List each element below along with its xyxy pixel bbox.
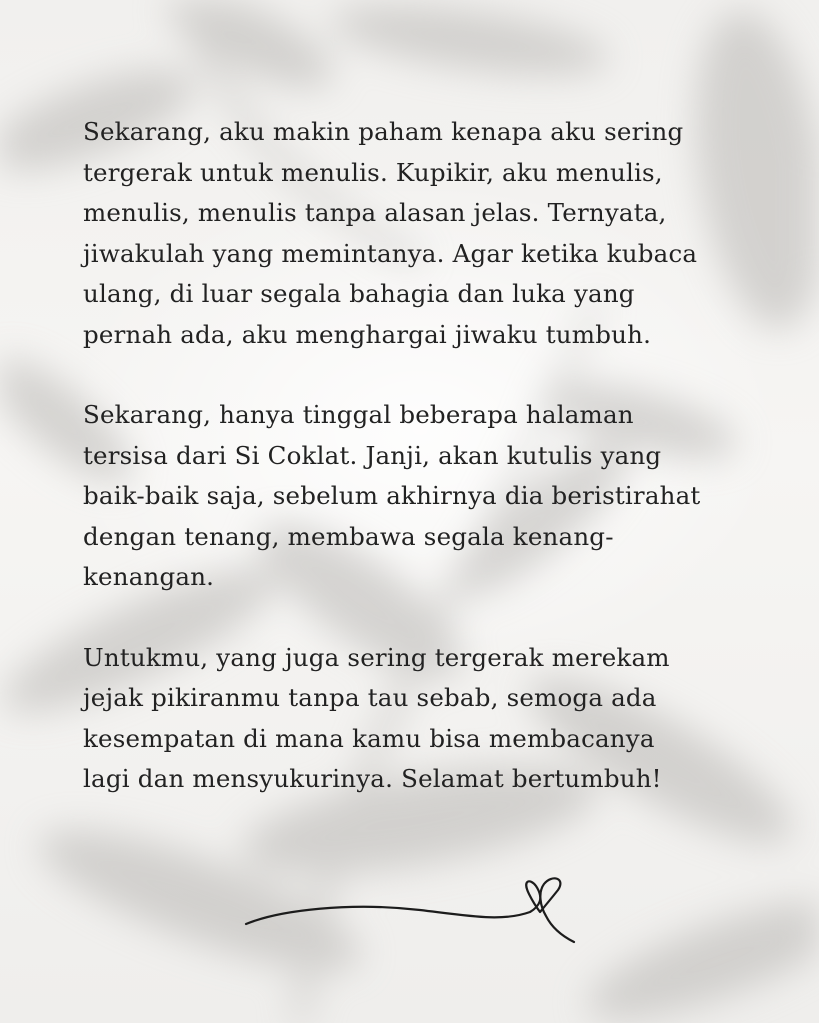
paragraph-1: Sekarang, aku makin paham kenapa aku sering tergerak untuk menulis. Kupikir, aku menulis, menulis, menulis tanpa alasan jelas. Ternyata, jiwakulah yang memintanya. Agar ketika kubaca ulang, di luar segala bahagia dan luka yang pernah ada, aku menghargai jiwaku tumbuh. <box>83 117 698 349</box>
body-text <box>83 112 763 800</box>
paragraph-3: Untukmu, yang juga sering tergerak merekam jejak pikiranmu tanpa tau sebab, semoga ada kesempatan di mana kamu bisa membacanya lagi dan mensyukurinya. Selamat bertumbuh! <box>83 642 670 793</box>
heart-flourish-icon <box>240 872 580 948</box>
paragraph-2: Sekarang, hanya tinggal beberapa halaman tersisa dari Si Coklat. Janji, akan kutulis yang baik-baik saja, sebelum akhirnya dia beristirahat dengan tenang, membawa segala kenang- kenangan. <box>83 400 701 591</box>
